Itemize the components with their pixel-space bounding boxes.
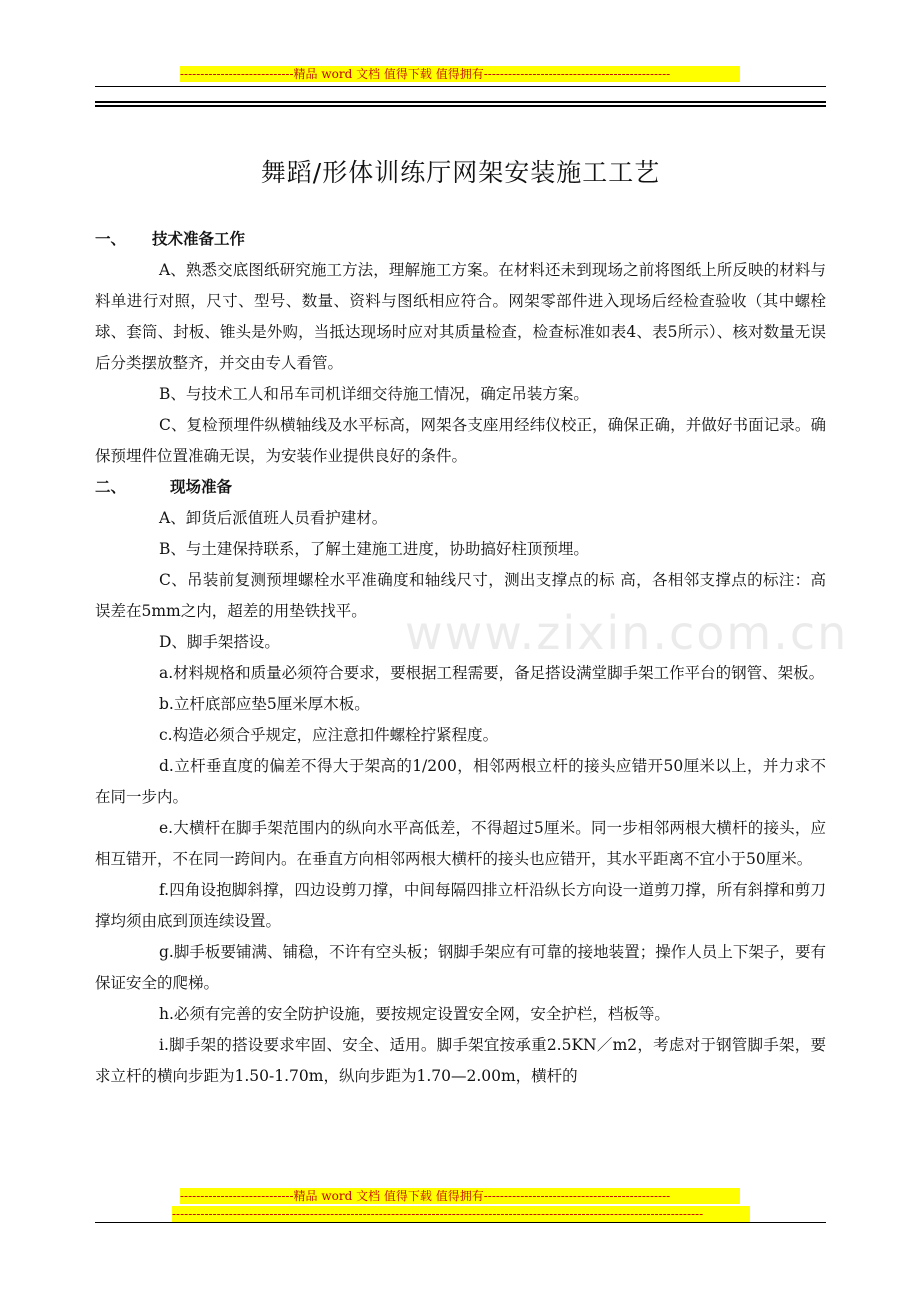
header-banner: ----------------------------精品 word 文档 值得下载 值得拥有----------------------------------------------	[180, 66, 740, 82]
paragraph: d.立杆垂直度的偏差不得大于架高的1/200，相邻两根立杆的接头应错开50厘米以上，并力求不在同一步内。	[95, 757, 826, 806]
paragraph: B、与技术工人和吊车司机详细交待施工情况，确定吊装方案。	[159, 385, 589, 403]
paragraph: g.脚手板要铺满、铺稳，不许有空头板；钢脚手架应有可靠的接地装置；操作人员上下架子，要有保证安全的爬梯。	[95, 943, 826, 992]
paragraph: e.大横杆在脚手架范围内的纵向水平高低差，不得超过5厘米。同一步相邻两根大横杆的接头，应相互错开，不在同一跨间内。在垂直方向相邻两根大横杆的接头也应错开，其水平距离不宜小于50厘米。	[95, 819, 826, 868]
paragraph: i.脚手架的搭设要求牢固、安全、适用。脚手架宜按承重2.5KN／m2，考虑对于钢管脚手架，要求立杆的横向步距为1.50-1.70m，纵向步距为1.70—2.00m，横杆的	[95, 1036, 826, 1085]
paragraph: A、卸货后派值班人员看护建材。	[159, 509, 388, 527]
paragraph: f.四角设抱脚斜撑，四边设剪刀撑，中间每隔四排立杆沿纵长方向设一道剪刀撑，所有斜撑和剪刀撑均须由底到顶连续设置。	[95, 881, 826, 930]
header-rule-thin	[95, 86, 826, 87]
section-number: 一、	[95, 230, 127, 248]
paragraph: b.立杆底部应垫5厘米厚木板。	[159, 695, 370, 713]
document-body	[95, 224, 826, 1092]
paragraph: D、脚手架搭设。	[159, 633, 280, 651]
section-number: 二、	[95, 478, 127, 496]
footer-dash-line: -----------------------------------------------------------------------------------------------------------------------------------	[172, 1206, 750, 1222]
section-heading	[95, 224, 826, 255]
paragraph: a.材料规格和质量必须符合要求，要根据工程需要，备足搭设满堂脚手架工作平台的钢管、架板。	[159, 664, 825, 682]
watermark: www.zixin.com.cn	[405, 606, 849, 660]
section-title: 现场准备	[170, 478, 233, 496]
paragraph: C、吊装前复测预埋螺栓水平准确度和轴线尺寸，测出支撑点的标 高，各相邻支撑点的标注：高误差在5mm之内，超差的用垫铁找平。	[95, 571, 826, 620]
paragraph: c.构造必须合乎规定，应注意扣件螺栓拧紧程度。	[159, 726, 499, 744]
header-rule-thick-1	[95, 101, 826, 103]
section-site-preparation	[95, 472, 826, 1092]
section-title: 技术准备工作	[152, 230, 246, 248]
footer-banner: ----------------------------精品 word 文档 值得下载 值得拥有----------------------------------------------	[180, 1188, 740, 1204]
header-rule-thick-2	[95, 105, 826, 107]
paragraph: h.必须有完善的安全防护设施，要按规定设置安全网，安全护栏，档板等。	[159, 1005, 670, 1023]
footer-rule	[95, 1222, 826, 1223]
section-technical-preparation	[95, 224, 826, 472]
paragraph: A、熟悉交底图纸研究施工方法，理解施工方案。在材料还未到现场之前将图纸上所反映的材料与料单进行对照，尺寸、型号、数量、资料与图纸相应符合。网架零部件进入现场后经检查验收（其中螺栓球、套筒、封板、锥头是外购，当抵达现场时应对其质量检查，检查标准如表4、表5所示）、核对数量无误后分类摆放整齐，并交由专人看管。	[95, 261, 826, 372]
paragraph: C、复检预埋件纵横轴线及水平标高，网架各支座用经纬仪校正，确保正确，并做好书面记录。确保预埋件位置准确无误，为安装作业提供良好的条件。	[95, 416, 826, 465]
paragraph: B、与土建保持联系，了解土建施工进度，协助搞好柱顶预埋。	[159, 540, 589, 558]
document-title: 舞蹈/形体训练厅网架安装施工工艺	[260, 158, 661, 187]
section-heading	[95, 472, 826, 503]
